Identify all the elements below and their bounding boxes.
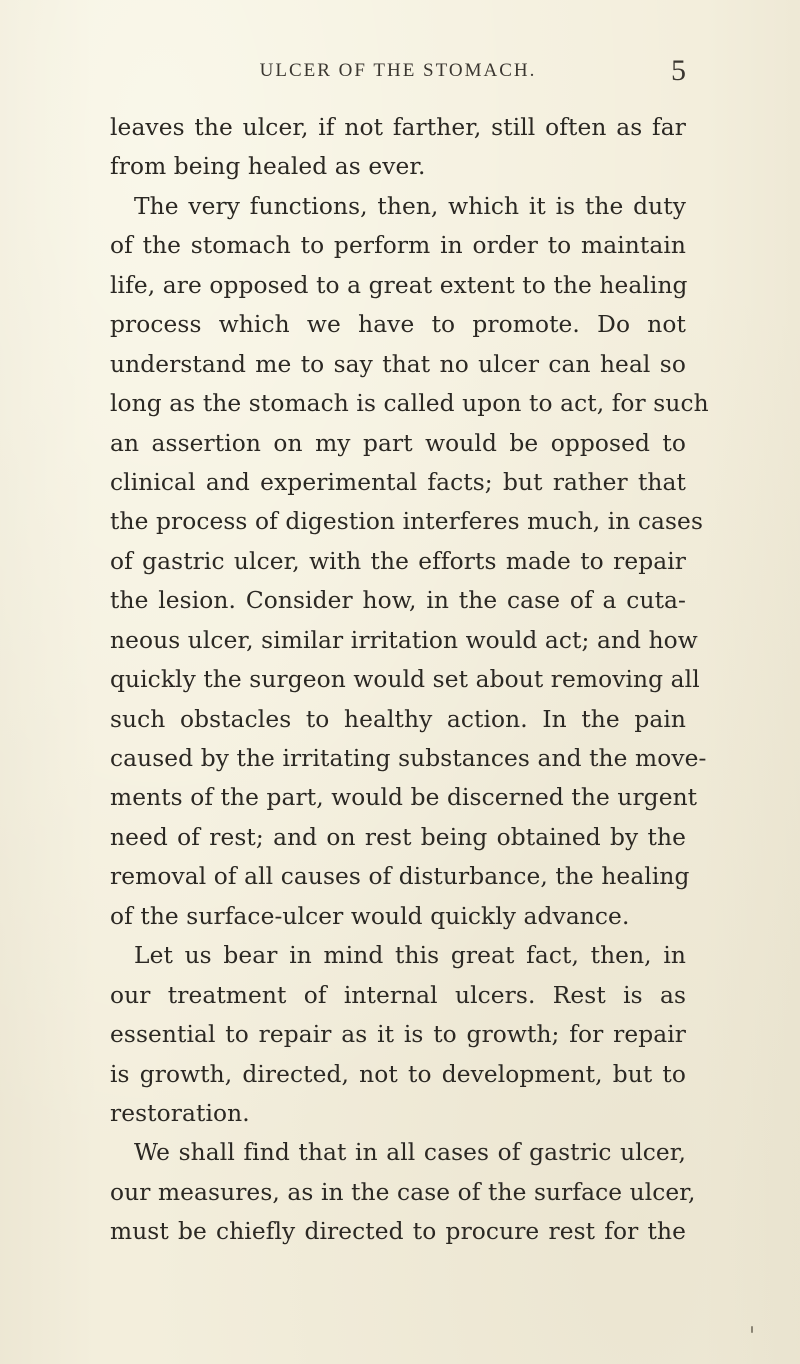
text-line: need of rest; and on rest being obtained by the [110, 823, 686, 851]
text-line: from being healed as ever. [110, 153, 426, 181]
body-text [110, 108, 709, 1252]
text-line: the process of digestion interferes much, in cases [110, 508, 703, 536]
running-title: ULCER OF THE STOMACH. [259, 60, 537, 81]
text-line: must be chiefly directed to procure rest for the [110, 1218, 686, 1246]
text-line: the lesion. Consider how, in the case of a cuta- [110, 587, 686, 615]
paper-speck [751, 1326, 753, 1333]
text-line: leaves the ulcer, if not farther, still often as far [110, 114, 686, 141]
text-line: caused by the irritating substances and the move- [110, 745, 707, 772]
text-line: our measures, as in the case of the surface ulcer, [110, 1178, 696, 1206]
text-line: neous ulcer, similar irritation would act; and how [110, 626, 698, 654]
text-line: We shall find that in all cases of gastric ulcer, [134, 1139, 686, 1167]
running-head [110, 54, 686, 88]
text-line: ments of the part, would be discerned the urgent [110, 784, 698, 812]
text-line: such obstacles to healthy action. In the pain [110, 705, 686, 733]
text-line: long as the stomach is called upon to act, for such [110, 390, 709, 418]
text-line: of gastric ulcer, with the efforts made to repair [110, 547, 686, 575]
text-line: life, are opposed to a great extent to the healing [110, 271, 688, 299]
text-line: clinical and experimental facts; but rather that [110, 468, 686, 496]
text-line: of the surface-ulcer would quickly advance. [110, 902, 630, 930]
text-line: restoration. [110, 1099, 250, 1127]
page-number: 5 [671, 54, 686, 87]
text-line: an assertion on my part would be opposed to [110, 429, 686, 457]
text-line: is growth, directed, not to development, but to [110, 1060, 686, 1088]
text-line: our treatment of internal ulcers. Rest is as [110, 981, 686, 1009]
text-line: The very functions, then, which it is the duty [134, 192, 686, 220]
text-line: essential to repair as it is to growth; for repair [110, 1021, 686, 1049]
text-line: removal of all causes of disturbance, the healing [110, 863, 690, 891]
text-line: understand me to say that no ulcer can heal so [110, 350, 686, 378]
text-line: process which we have to promote. Do not [110, 311, 686, 339]
text-line: of the stomach to perform in order to maintain [110, 232, 686, 260]
text-line: Let us bear in mind this great fact, then, in [134, 942, 686, 970]
text-line: quickly the surgeon would set about removing all [110, 666, 700, 694]
